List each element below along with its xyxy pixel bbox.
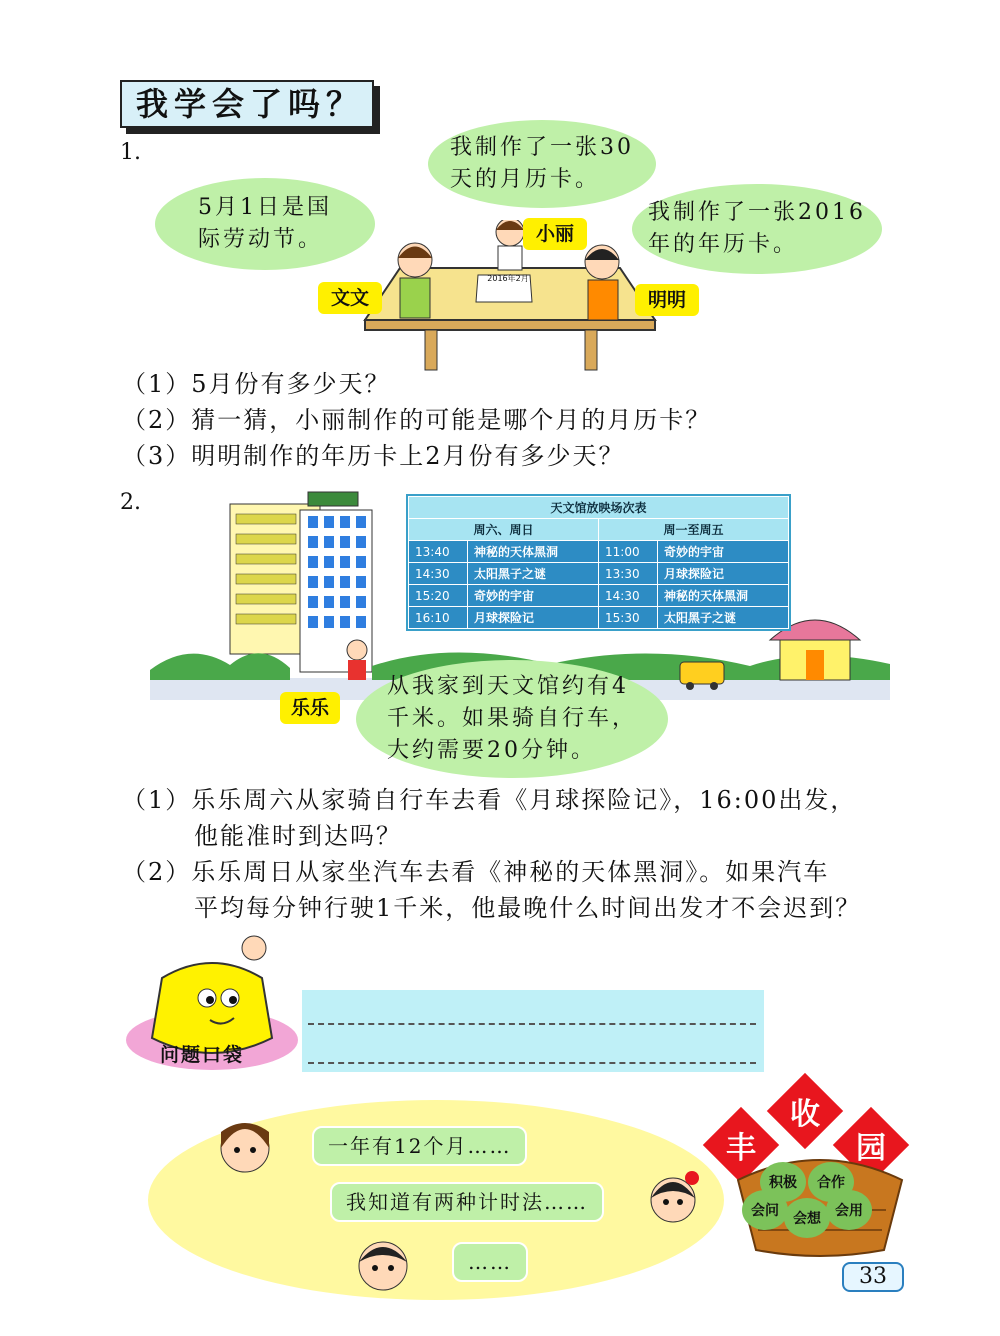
lele-speech-bubble [356, 660, 668, 778]
xiaoli-speech-text: 我制作了一张30 天的月历卡。 [450, 135, 634, 192]
question-pocket-answer-area[interactable] [302, 990, 764, 1072]
girl-avatar-icon [210, 1110, 280, 1180]
speech-box-ellipsis: …… [452, 1242, 528, 1282]
badge-char: 丰 [726, 1131, 756, 1166]
answer-line [308, 1023, 756, 1025]
badge-char: 园 [856, 1131, 886, 1166]
section-1-number: 1. [120, 140, 141, 165]
question-2-2-line-1: （2）乐乐周日从家坐汽车去看《神秘的天体黑洞》。如果汽车 [122, 858, 830, 886]
name-tag-xiaoli: 小丽 [523, 218, 587, 250]
schedule-cell: 13:40 [409, 541, 468, 563]
schedule-row [409, 563, 789, 585]
mingming-speech-text: 我制作了一张2016 年的年历卡。 [648, 200, 866, 257]
schedule-header-weekend: 周六、周日 [409, 519, 599, 541]
schedule-cell: 神秘的天体黑洞 [658, 585, 789, 607]
question-1-2: （2）猜一猜，小丽制作的可能是哪个月的月历卡？ [122, 406, 712, 434]
question-2-2-line-2: 平均每分钟行驶1千米，他最晚什么时间出发才不会迟到？ [194, 894, 862, 922]
name-tag-lele: 乐乐 [280, 692, 340, 724]
schedule-header-weekday: 周一至周五 [599, 519, 789, 541]
question-2-1-line-2: 他能准时到达吗？ [194, 822, 402, 850]
schedule-cell: 神秘的天体黑洞 [468, 541, 599, 563]
schedule-cell: 月球探险记 [658, 563, 789, 585]
schedule-cell: 11:00 [599, 541, 658, 563]
badge-diamond [767, 1073, 843, 1149]
planetarium-schedule [406, 494, 791, 631]
mingming-speech-bubble [632, 184, 882, 274]
section-2-number: 2. [120, 490, 141, 515]
question-2-1-line-1: （1）乐乐周六从家骑自行车去看《月球探险记》，16:00出发， [122, 786, 857, 814]
question-1-1: （1）5月份有多少天？ [122, 370, 391, 398]
name-tag-wenwen: 文文 [318, 282, 382, 314]
schedule-cell: 14:30 [599, 585, 658, 607]
apple: 积极 [760, 1162, 806, 1202]
schedule-cell: 15:30 [599, 607, 658, 629]
schedule-cell: 太阳黑子之谜 [658, 607, 789, 629]
schedule-row [409, 541, 789, 563]
apple: 会用 [826, 1190, 872, 1230]
apple: 会想 [784, 1198, 830, 1238]
girl-with-bow-avatar-icon [640, 1164, 706, 1234]
schedule-cell: 14:30 [409, 563, 468, 585]
wenwen-speech-text: 5月1日是国 际劳动节。 [198, 195, 332, 252]
question-pocket-label: 问题口袋 [160, 1044, 245, 1066]
schedule-cell: 太阳黑子之谜 [468, 563, 599, 585]
lele-speech-text: 从我家到天文馆约有4 千米。如果骑自行车， 大约需要20分钟。 [386, 674, 637, 763]
speech-box-months: 一年有12个月…… [312, 1126, 527, 1166]
speech-box-time-systems: 我知道有两种计时法…… [330, 1182, 604, 1222]
boy-avatar-icon [348, 1226, 418, 1296]
schedule-cell: 奇妙的宇宙 [658, 541, 789, 563]
schedule-row [409, 607, 789, 629]
wenwen-speech-bubble [155, 178, 375, 270]
schedule-title: 天文馆放映场次表 [409, 497, 789, 519]
schedule-cell: 13:30 [599, 563, 658, 585]
schedule-cell: 奇妙的宇宙 [468, 585, 599, 607]
xiaoli-speech-bubble [428, 120, 656, 208]
page-number: 33 [842, 1262, 904, 1292]
children-at-table-illustration [360, 220, 660, 380]
schedule-cell: 15:20 [409, 585, 468, 607]
schedule-table [408, 496, 789, 629]
answer-line [308, 1062, 756, 1064]
apple: 合作 [808, 1162, 854, 1202]
apple: 会问 [742, 1190, 788, 1230]
schedule-row [409, 585, 789, 607]
section-title: 我学会了吗？ [120, 80, 374, 128]
question-1-3: （3）明明制作的年历卡上2月份有多少天？ [122, 442, 625, 470]
schedule-cell: 16:10 [409, 607, 468, 629]
calendar-paper-text: 2016年2月 [487, 274, 529, 283]
schedule-cell: 月球探险记 [468, 607, 599, 629]
badge-char: 收 [790, 1097, 820, 1132]
name-tag-mingming: 明明 [635, 284, 699, 316]
